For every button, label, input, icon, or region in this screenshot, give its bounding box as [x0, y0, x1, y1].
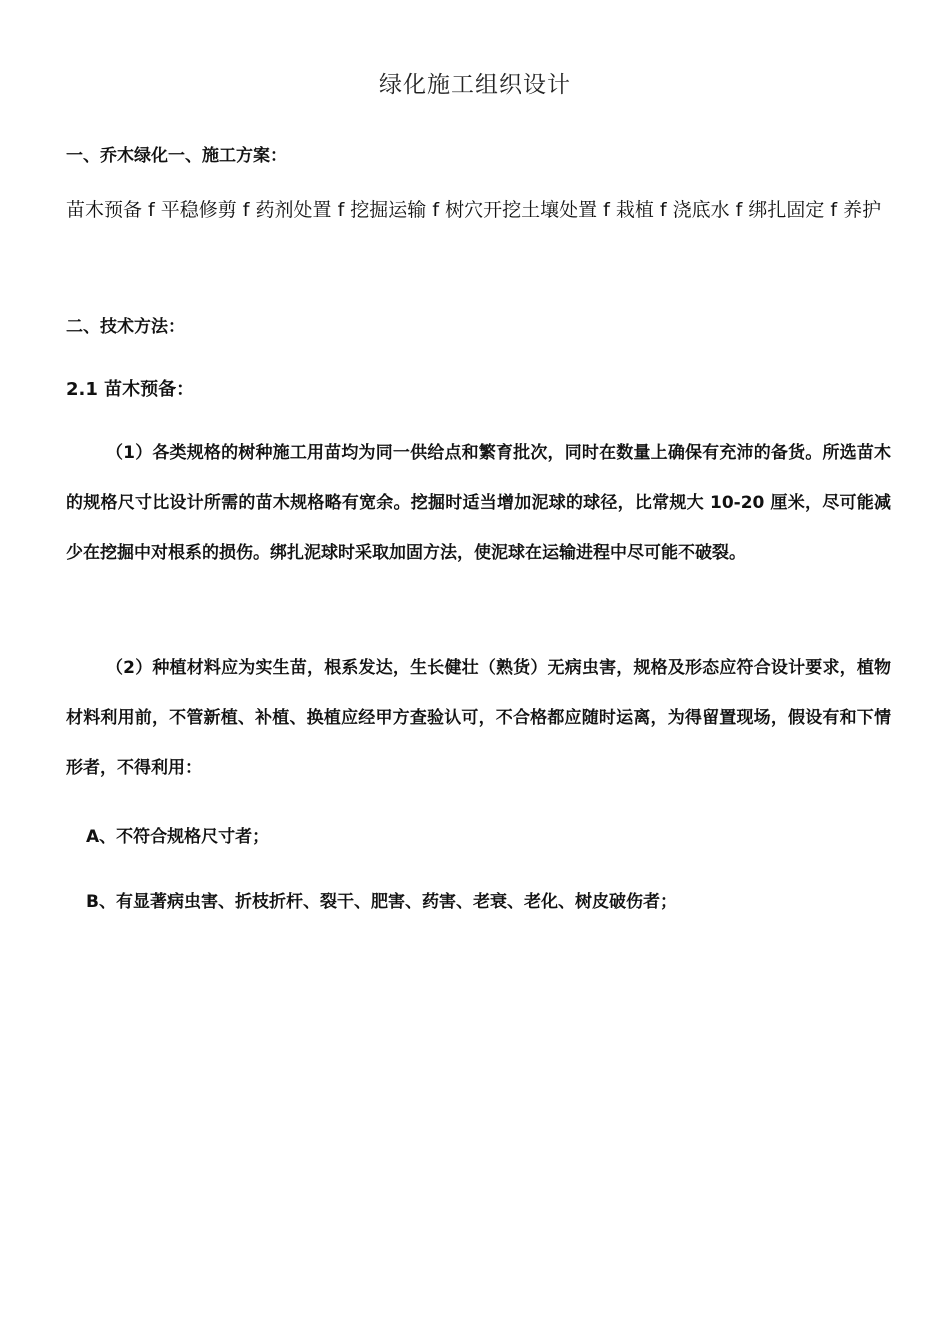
subsection-2-1-heading: 2.1 苗木预备： [66, 379, 195, 400]
section-1-process-text: 苗木预备 f 平稳修剪 f 药剂处置 f 挖掘运输 f 树穴开挖土壤处置 f 栽植 f 浇底水 f 绑扎固定 f 养护 [66, 199, 882, 221]
paragraph-2: （2）种植材料应为实生苗，根系发达，生长健壮（熟货）无病虫害，规格及形态应符合设计要求，植物材料利用前，不管新植、补植、换植应经甲方查验认可，不合格都应随时运离，为得留置现场，假设有和下情形者，不得利用： [66, 658, 891, 778]
list-item-b: B、有显著病虫害、折枝折杆、裂干、肥害、药害、老衰、老化、树皮破伤者； [86, 892, 677, 912]
paragraph-1: （1）各类规格的树种施工用苗均为同一供给点和繁育批次，同时在数量上确保有充沛的备货。所选苗木的规格尺寸比设计所需的苗木规格略有宽余。挖掘时适当增加泥球的球径，比常规大 10-20 厘米，尽可能减少在挖掘中对根系的损伤。绑扎泥球时采取加固方法，使泥球在运输进程中尽可能不破裂。 [66, 443, 891, 563]
section-2-heading: 二、技术方法： [66, 317, 185, 337]
section-1-heading: 一、乔木绿化一、施工方案： [66, 146, 287, 166]
document-title: 绿化施工组织设计 [379, 72, 571, 98]
list-item-a: A、不符合规格尺寸者； [86, 827, 270, 847]
